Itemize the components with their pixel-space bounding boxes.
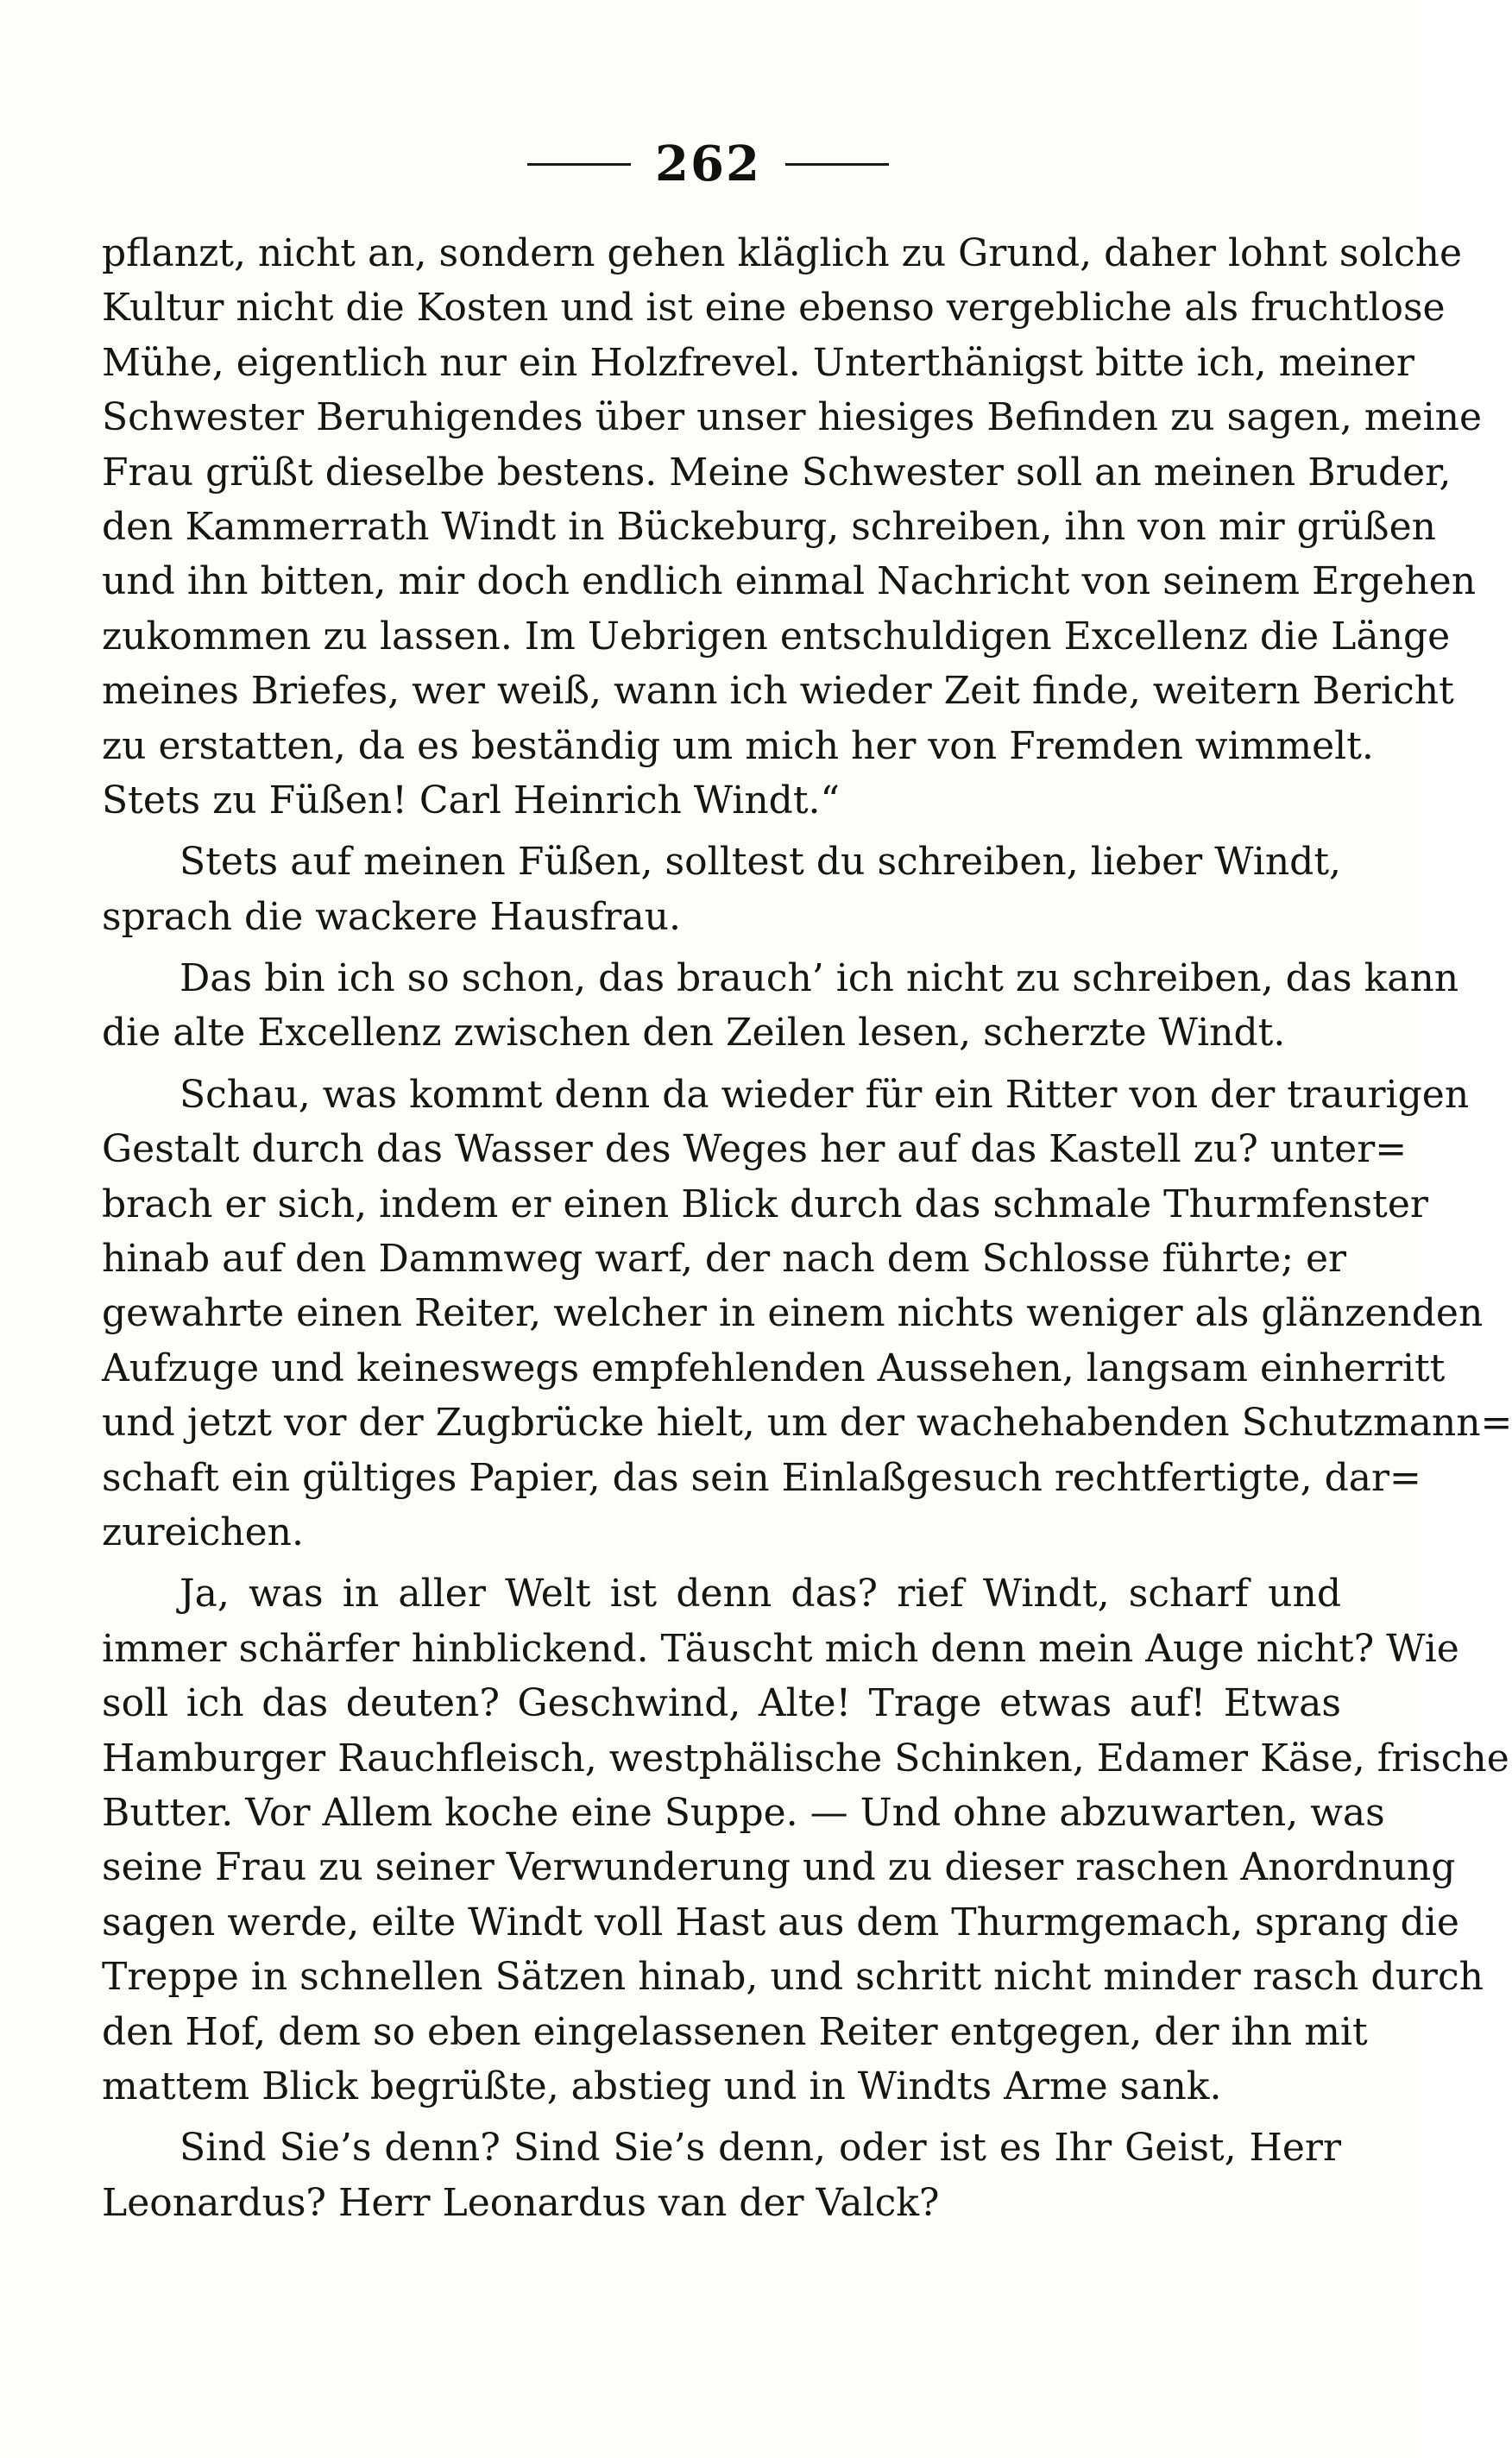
text-line: pflanzt, nicht an, sondern gehen kläglich zu Grund, daher lohnt solche	[102, 231, 1463, 275]
page-body-text	[102, 226, 1512, 2230]
text-line: sagen werde, eilte Windt voll Hast aus dem Thurmgemach, sprang die	[102, 1900, 1459, 1944]
text-line: Hamburger Rauchfleisch, westphälische Schinken, Edamer Käse, frische	[102, 1736, 1509, 1780]
text-line: immer schärfer hinblickend. Täuscht mich denn mein Auge nicht? Wie	[102, 1626, 1459, 1671]
text-line: Aufzuge und keineswegs empfehlenden Aussehen, langsam einherritt	[102, 1346, 1446, 1390]
text-line: Gestalt durch das Wasser des Weges her auf das Kastell zu? unter=	[102, 1127, 1408, 1172]
text-line: sprach die wackere Hausfrau.	[102, 894, 681, 939]
text-line: zukommen zu lassen. Im Uebrigen entschuldigen Excellenz die Länge	[102, 614, 1451, 659]
text-line: und jetzt vor der Zugbrücke hielt, um der wachehabenden Schutzmann=	[102, 1401, 1512, 1446]
text-line: Stets zu Füßen! Carl Heinrich Windt.“	[102, 778, 840, 822]
right-rule	[785, 163, 889, 166]
text-line: Schwester Beruhigendes über unser hiesiges Befinden zu sagen, meine	[102, 395, 1482, 440]
text-line: schaft ein gültiges Papier, das sein Einlaßgesuch rechtfertigte, dar=	[102, 1455, 1421, 1500]
text-line: gewahrte einen Reiter, welcher in einem nichts weniger als glänzenden	[102, 1291, 1484, 1336]
text-line: Ja, was in aller Welt ist denn das? rief Windt, scharf und	[180, 1572, 1341, 1617]
left-rule	[527, 163, 631, 166]
text-line: zureichen.	[102, 1509, 305, 1554]
text-line: den Kammerrath Windt in Bückeburg, schreiben, ihn von mir grüßen	[102, 504, 1436, 549]
text-line: mattem Blick begrüßte, abstieg und in Windts Arme sank.	[102, 2064, 1222, 2108]
text-line: die alte Excellenz zwischen den Zeilen lesen, scherzte Windt.	[102, 1011, 1286, 1056]
text-line: Butter. Vor Allem koche eine Suppe. — Und ohne abzuwarten, was	[102, 1790, 1385, 1835]
text-line: zu erstatten, da es beständig um mich her von Fremden wimmelt.	[102, 723, 1374, 768]
text-line: seine Frau zu seiner Verwunderung und zu dieser raschen Anordnung	[102, 1845, 1456, 1890]
text-line: Leonardus? Herr Leonardus van der Valck?	[102, 2180, 940, 2225]
text-line: Frau grüßt dieselbe bestens. Meine Schwester soll an meinen Bruder,	[102, 450, 1452, 495]
text-line: meines Briefes, wer weiß, wann ich wieder Zeit finde, weitern Bericht	[102, 669, 1454, 714]
text-line: Sind Sie’s denn? Sind Sie’s denn, oder ist es Ihr Geist, Herr	[180, 2126, 1341, 2171]
text-line: und ihn bitten, mir doch endlich einmal Nachricht von seinem Ergehen	[102, 559, 1477, 604]
text-line: soll ich das deuten? Geschwind, Alte! Trage etwas auf! Etwas	[102, 1681, 1341, 1726]
text-line: Kultur nicht die Kosten und ist eine ebenso vergebliche als fruchtlose	[102, 286, 1446, 331]
page-number: 262	[655, 136, 761, 192]
text-line: brach er sich, indem er einen Blick durch das schmale Thurmfenster	[102, 1182, 1428, 1226]
page-header	[0, 129, 1416, 199]
text-line: hinab auf den Dammweg warf, der nach dem Schlosse führte; er	[102, 1237, 1347, 1282]
text-line: Das bin ich so schon, das brauch’ ich nicht zu schreiben, das kann	[180, 956, 1459, 1001]
text-line: Stets auf meinen Füßen, solltest du schreiben, lieber Windt,	[180, 840, 1341, 885]
text-line: den Hof, dem so eben eingelassenen Reiter entgegen, der ihn mit	[102, 2009, 1368, 2054]
text-line: Treppe in schnellen Sätzen hinab, und schritt nicht minder rasch durch	[102, 1955, 1484, 2000]
text-line: Mühe, eigentlich nur ein Holzfrevel. Unterthänigst bitte ich, meiner	[102, 340, 1414, 385]
text-line: Schau, was kommt denn da wieder für ein Ritter von der traurigen	[180, 1072, 1470, 1117]
